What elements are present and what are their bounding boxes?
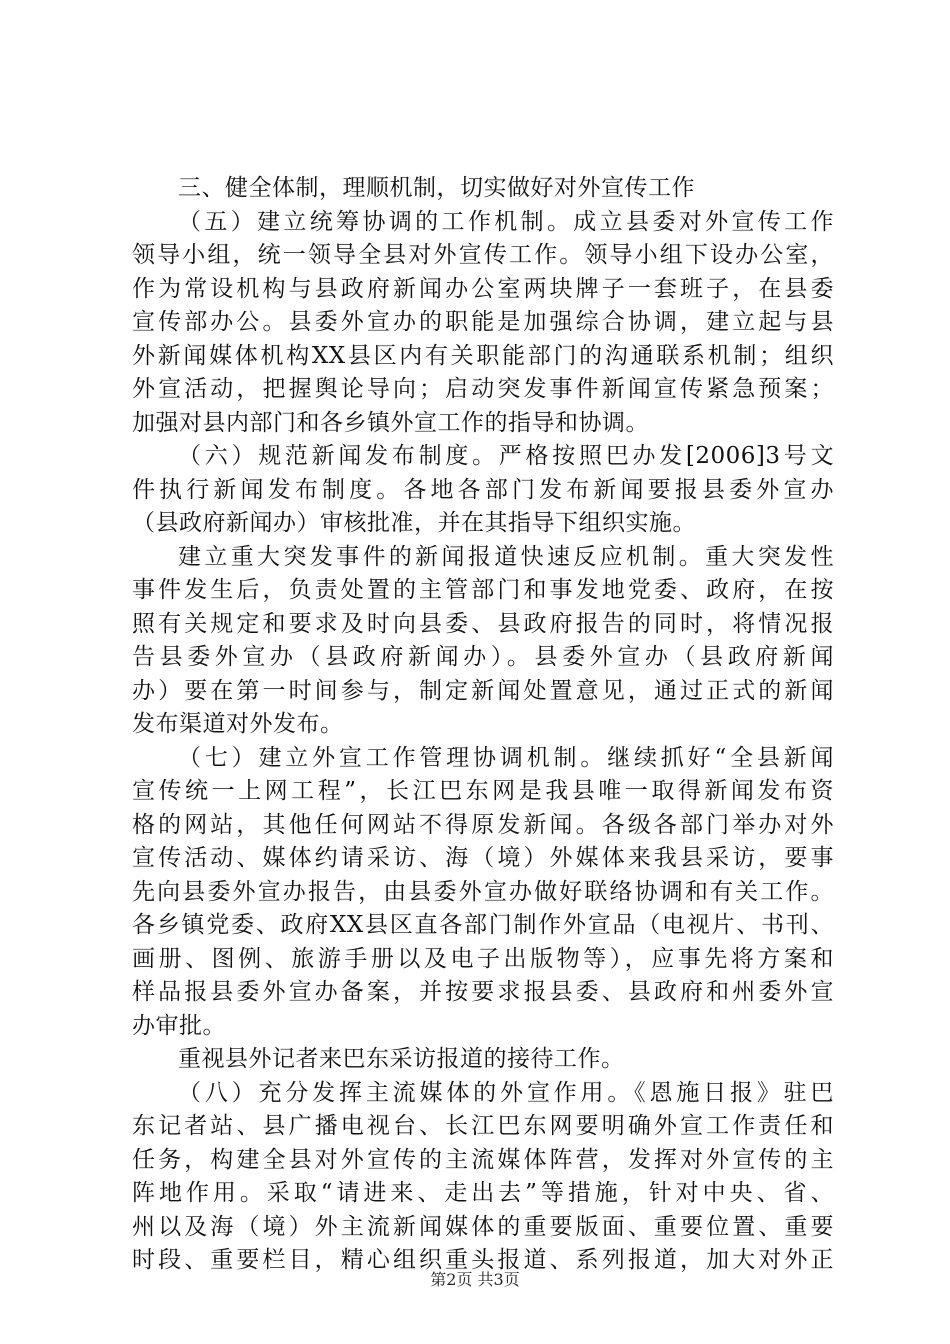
text-line: 三、健全体制，理顺机制，切实做好对外宣传工作 bbox=[178, 175, 695, 201]
text-line: 时段、重要栏目，精心组织重头报道、系列报道，加大对外正 bbox=[132, 1247, 834, 1273]
text-line: 事件发生后，负责处置的主管部门和事发地党委、政府，在按 bbox=[132, 577, 834, 603]
text-line: 告县委外宣办（县政府新闻办）。县委外宣办（县政府新闻 bbox=[132, 644, 834, 670]
text-line: 件执行新闻发布制度。各地各部门发布新闻要报县委外宣办 bbox=[132, 476, 834, 503]
text-line: 各乡镇党委、政府XX县区直各部门制作外宣品（电视片、书刊、 bbox=[132, 912, 834, 938]
text-line: 任务，构建全县对外宣传的主流媒体阵营，发挥对外宣传的主 bbox=[132, 1146, 834, 1173]
text-line: 作为常设机构与县政府新闻办公室两块牌子一套班子，在县委 bbox=[132, 275, 834, 302]
text-line: 领导小组，统一领导全县对外宣传工作。领导小组下设办公室， bbox=[132, 242, 834, 268]
text-line: 东记者站、县广播电视台、长江巴东网要明确外宣工作责任和 bbox=[132, 1113, 834, 1139]
text-line: 样品报县委外宣办备案，并按要求报县委、县政府和州委外宣 bbox=[132, 979, 834, 1005]
text-line: 建立重大突发事件的新闻报道快速反应机制。重大突发性 bbox=[178, 543, 834, 570]
text-line: 外新闻媒体机构XX县区内有关职能部门的沟通联系机制；组织 bbox=[132, 342, 834, 369]
text-line: 加强对县内部门和各乡镇外宣工作的指导和协调。 bbox=[132, 409, 649, 436]
text-line: 州以及海（境）外主流新闻媒体的重要版面、重要位置、重要 bbox=[132, 1213, 834, 1240]
text-line: 发布渠道对外发布。 bbox=[132, 711, 344, 737]
text-line: （县政府新闻办）审核批准，并在其指导下组织实施。 bbox=[132, 510, 696, 536]
text-line: 宣传部办公。县委外宣办的职能是加强综合协调，建立起与县 bbox=[132, 309, 834, 335]
text-line: 重视县外记者来巴东采访报道的接待工作。 bbox=[178, 1046, 625, 1072]
text-line: 外宣活动，把握舆论导向；启动突发事件新闻宣传紧急预案； bbox=[132, 376, 834, 402]
text-line: （五）建立统筹协调的工作机制。成立县委对外宣传工作 bbox=[178, 208, 834, 235]
text-line: （七）建立外宣工作管理协调机制。继续抓好“全县新闻 bbox=[178, 744, 834, 771]
page-number-footer: 第2页 共3页 bbox=[430, 1270, 520, 1289]
text-line: 办审批。 bbox=[132, 1012, 226, 1039]
text-line: 阵地作用。采取“请进来、走出去”等措施，针对中央、省、 bbox=[132, 1180, 834, 1206]
document-body bbox=[132, 172, 834, 1278]
text-line: 先向县委外宣办报告，由县委外宣办做好联络协调和有关工作。 bbox=[132, 878, 834, 905]
text-line: （八）充分发挥主流媒体的外宣作用。《恩施日报》驻巴 bbox=[178, 1079, 834, 1106]
text-line: 宣传统一上网工程”，长江巴东网是我县唯一取得新闻发布资 bbox=[132, 778, 834, 804]
text-line: 宣传活动、媒体约请采访、海（境）外媒体来我县采访，要事 bbox=[132, 845, 834, 871]
text-line: 画册、图例、旅游手册以及电子出版物等），应事先将方案和 bbox=[132, 945, 834, 972]
text-line: （六）规范新闻发布制度。严格按照巴办发[2006]3号文 bbox=[178, 443, 834, 469]
text-line: 格的网站，其他任何网站不得原发新闻。各级各部门举办对外 bbox=[132, 811, 834, 838]
text-line: 照有关规定和要求及时向县委、县政府报告的同时，将情况报 bbox=[132, 610, 834, 637]
text-line: 办）要在第一时间参与，制定新闻处置意见，通过正式的新闻 bbox=[132, 677, 834, 704]
